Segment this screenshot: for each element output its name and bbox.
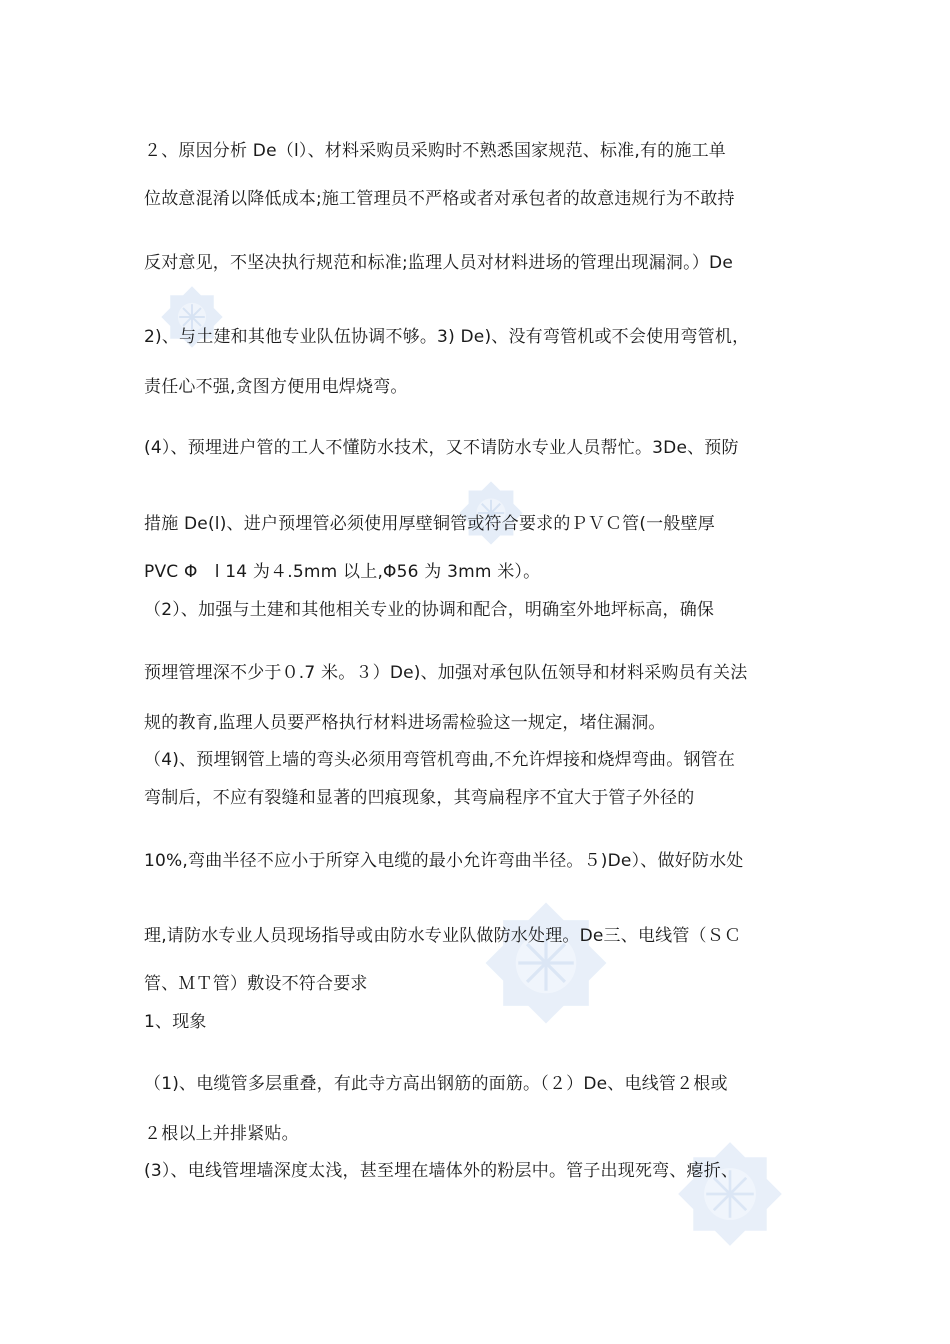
text-line: 10%,弯曲半径不应小于所穿入电缆的最小允许弯曲半径。５)De）、做好防水处	[144, 851, 744, 871]
text-line: 措施 De(l)、进户预埋管必须使用厚壁铜管或符合要求的ＰＶＣ管(一般壁厚	[144, 514, 715, 534]
text-line: （2）、加强与土建和其他相关专业的协调和配合，明确室外地坪标高，确保	[144, 600, 715, 620]
text-line: (3）、电线管埋墙深度太浅，甚至埋在墙体外的粉层中。管子出现死弯、瘪折、	[144, 1161, 739, 1181]
text-line: 预埋管埋深不少于０.7 米。３）De)、加强对承包队伍领导和材料采购员有关法	[144, 663, 748, 683]
text-line: 2)、与土建和其他专业队伍协调不够。3) De)、没有弯管机或不会使用弯管机，	[144, 327, 750, 347]
text-line: 1、现象	[144, 1012, 207, 1032]
snowflake-watermark-icon	[676, 1140, 784, 1248]
text-line: (4）、预埋进户管的工人不懂防水技术，又不请防水专业人员帮忙。3De、预防	[144, 438, 739, 458]
text-line: 反对意见，不坚决执行规范和标准;监理人员对材料进场的管理出现漏洞。）De	[144, 253, 733, 273]
text-line: 位故意混淆以降低成本;施工管理员不严格或者对承包者的故意违规行为不敢持	[144, 189, 735, 209]
text-line: ２根以上并排紧贴。	[144, 1124, 299, 1144]
text-line: 管、ＭＴ管）敷设不符合要求	[144, 974, 368, 994]
text-line: ２、原因分析 De（l）、材料采购员采购时不熟悉国家规范、标准,有的施工单	[144, 141, 726, 161]
text-line: 规的教育,监理人员要严格执行材料进场需检验这一规定，堵住漏洞。	[144, 713, 666, 733]
text-line: PVC Φ l 14 为４.5mm 以上,Φ56 为 3mm 米）。	[144, 562, 541, 582]
snowflake-watermark-icon	[483, 900, 609, 1026]
text-line: 责任心不强,贪图方便用电焊烧弯。	[144, 377, 408, 397]
text-line: 理,请防水专业人员现场指导或由防水专业队做防水处理。De三、电线管（ＳＣ	[144, 926, 742, 946]
text-line: （4)、预埋钢管上墙的弯头必须用弯管机弯曲,不允许焊接和烧焊弯曲。钢管在	[144, 750, 736, 770]
text-line: （1)、电缆管多层重叠，有此寺方高出钢筋的面筋。（２）De、电线管２根或	[144, 1074, 728, 1094]
text-line: 弯制后，不应有裂缝和显著的凹痕现象，其弯扁程序不宜大于管子外径的	[144, 788, 695, 808]
